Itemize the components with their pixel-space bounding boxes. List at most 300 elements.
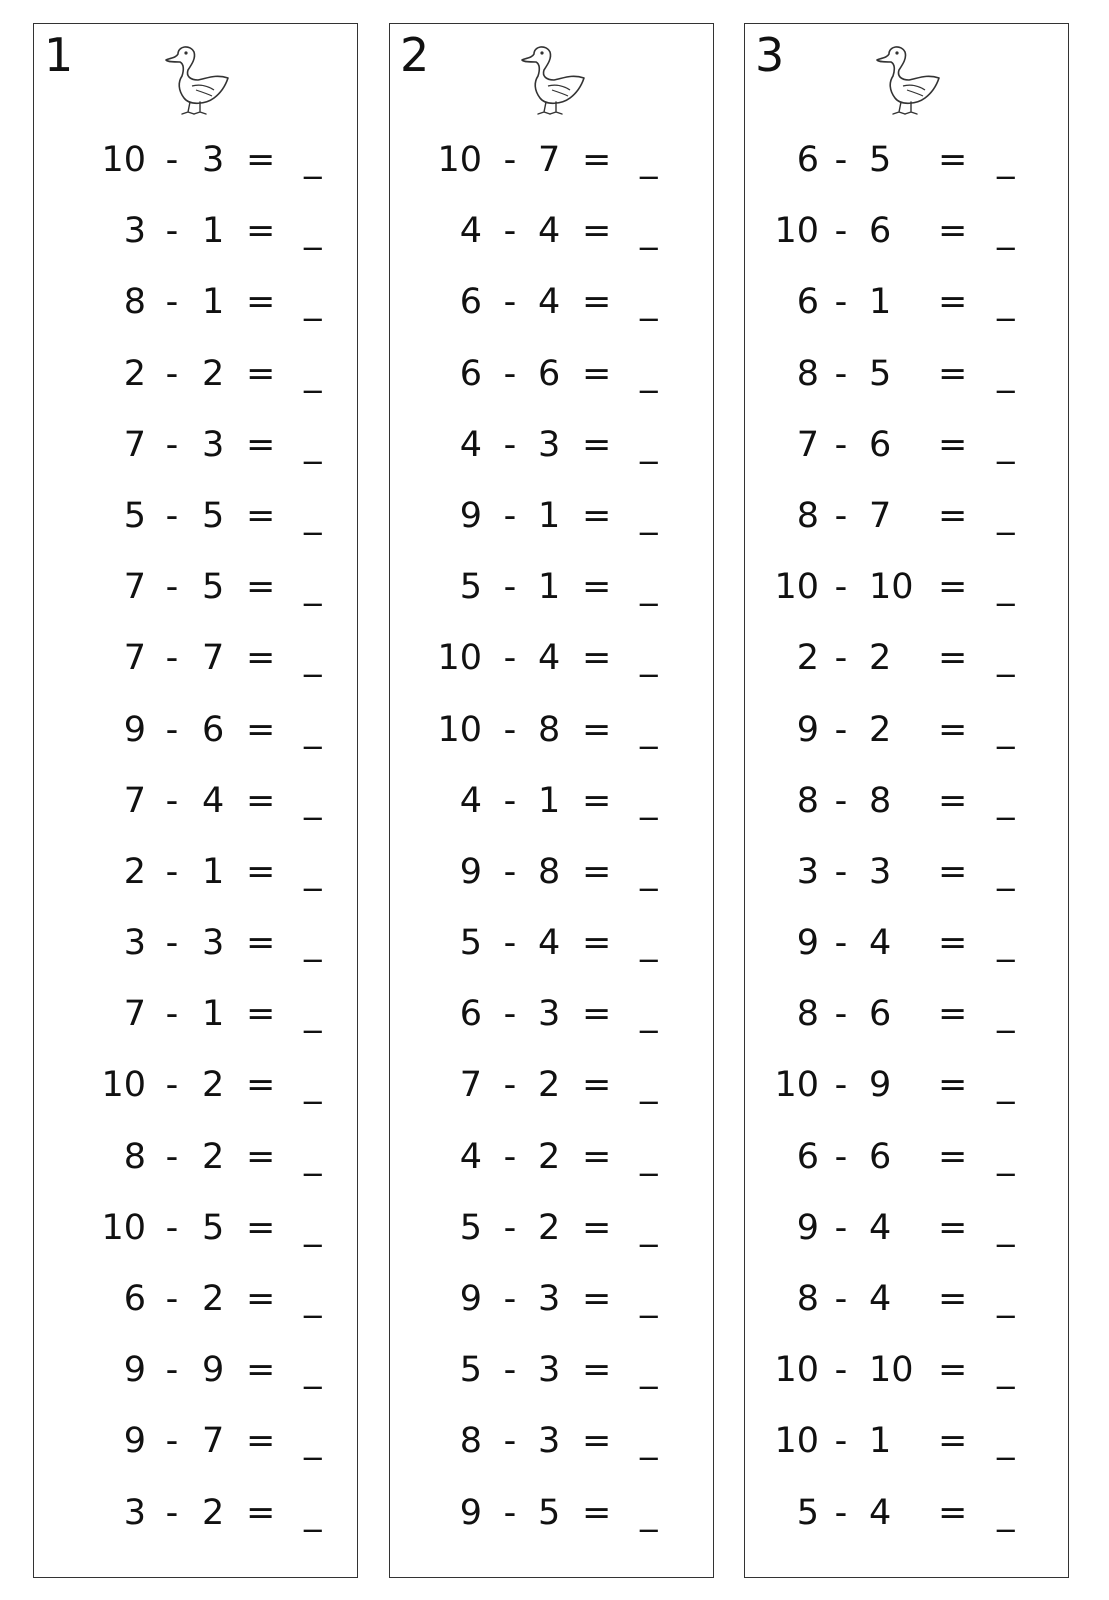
minus-sign: - <box>165 567 179 608</box>
equals-sign: = <box>582 1136 612 1177</box>
minuend: 6 <box>459 353 482 394</box>
minuend: 9 <box>796 1207 819 1248</box>
minus-sign: - <box>165 1136 179 1177</box>
minuend: 8 <box>796 994 819 1035</box>
minus-sign: - <box>834 851 848 892</box>
minuend: 6 <box>796 140 819 180</box>
minus-sign: - <box>834 1136 848 1177</box>
problem-row <box>390 1063 713 1134</box>
minuend: 5 <box>459 1350 482 1391</box>
minuend: 10 <box>774 1350 819 1391</box>
subtrahend: 5 <box>202 1207 225 1248</box>
equals-sign: = <box>246 994 276 1035</box>
problem-row <box>745 1063 1068 1134</box>
answer-blank: _ <box>640 994 658 1035</box>
duck-icon <box>867 36 947 116</box>
equals-sign: = <box>246 424 276 465</box>
minuend: 3 <box>123 211 146 252</box>
answer-blank: _ <box>997 851 1015 892</box>
minus-sign: - <box>834 994 848 1035</box>
equals-sign: = <box>938 211 968 252</box>
minus-sign: - <box>503 851 517 892</box>
problem-row <box>390 1206 713 1277</box>
minuend: 6 <box>796 1136 819 1177</box>
subtrahend: 7 <box>538 140 561 180</box>
problem-row <box>390 352 713 423</box>
minus-sign: - <box>165 140 179 180</box>
equals-sign: = <box>246 851 276 892</box>
minus-sign: - <box>165 353 179 394</box>
answer-blank: _ <box>304 1065 322 1106</box>
minuend: 3 <box>796 851 819 892</box>
minus-sign: - <box>503 1207 517 1248</box>
answer-blank: _ <box>640 923 658 964</box>
minus-sign: - <box>834 140 848 180</box>
minus-sign: - <box>834 1492 848 1533</box>
problem-row <box>34 992 357 1063</box>
subtrahend: 3 <box>538 1279 561 1319</box>
minuend: 3 <box>123 923 146 964</box>
problem-row <box>390 850 713 921</box>
problem-row <box>745 209 1068 280</box>
minus-sign: - <box>503 1065 517 1106</box>
minus-sign: - <box>834 424 848 465</box>
equals-sign: = <box>582 638 612 679</box>
subtrahend: 2 <box>538 1065 561 1106</box>
problem-row <box>745 138 1068 209</box>
subtrahend: 6 <box>869 211 892 252</box>
answer-blank: _ <box>304 851 322 892</box>
minus-sign: - <box>503 1279 517 1319</box>
subtrahend: 10 <box>869 567 914 608</box>
minus-sign: - <box>503 1492 517 1533</box>
minuend: 10 <box>774 567 819 608</box>
minuend: 8 <box>123 1136 146 1177</box>
answer-blank: _ <box>997 994 1015 1035</box>
equals-sign: = <box>938 1350 968 1391</box>
answer-blank: _ <box>640 1492 658 1533</box>
minuend: 2 <box>796 638 819 679</box>
subtrahend: 4 <box>538 211 561 252</box>
minuend: 5 <box>459 1207 482 1248</box>
subtrahend: 4 <box>538 282 561 323</box>
answer-blank: _ <box>997 567 1015 608</box>
sheet-number: 2 <box>400 28 430 82</box>
problem-row <box>34 1063 357 1134</box>
equals-sign: = <box>582 495 612 536</box>
problem-row <box>745 1419 1068 1490</box>
equals-sign: = <box>938 567 968 608</box>
minus-sign: - <box>834 709 848 750</box>
problem-row <box>745 565 1068 636</box>
answer-blank: _ <box>997 1136 1015 1177</box>
answer-blank: _ <box>304 567 322 608</box>
subtrahend: 3 <box>869 851 892 892</box>
equals-sign: = <box>582 1421 612 1462</box>
subtrahend: 1 <box>869 1421 892 1462</box>
equals-sign: = <box>938 923 968 964</box>
answer-blank: _ <box>304 1279 322 1319</box>
subtrahend: 2 <box>538 1136 561 1177</box>
answer-blank: _ <box>640 211 658 252</box>
subtrahend: 1 <box>202 211 225 252</box>
subtrahend: 2 <box>202 1065 225 1106</box>
answer-blank: _ <box>997 495 1015 536</box>
equals-sign: = <box>582 1207 612 1248</box>
equals-sign: = <box>582 211 612 252</box>
minus-sign: - <box>503 495 517 536</box>
problem-row <box>390 636 713 707</box>
problem-row <box>390 280 713 351</box>
subtrahend: 1 <box>538 495 561 536</box>
minuend: 2 <box>123 353 146 394</box>
equals-sign: = <box>938 638 968 679</box>
answer-blank: _ <box>304 1136 322 1177</box>
answer-blank: _ <box>997 780 1015 821</box>
problem-row <box>745 1206 1068 1277</box>
equals-sign: = <box>582 424 612 465</box>
minuend: 4 <box>459 424 482 465</box>
answer-blank: _ <box>640 1350 658 1391</box>
minuend: 6 <box>123 1279 146 1319</box>
equals-sign: = <box>938 851 968 892</box>
equals-sign: = <box>938 140 968 180</box>
minuend: 9 <box>459 1492 482 1533</box>
problem-row <box>390 1277 713 1348</box>
problem-list <box>745 138 1068 1562</box>
subtrahend: 5 <box>202 567 225 608</box>
minus-sign: - <box>834 353 848 394</box>
answer-blank: _ <box>304 923 322 964</box>
problem-row <box>390 1491 713 1562</box>
equals-sign: = <box>582 851 612 892</box>
problem-row <box>745 850 1068 921</box>
answer-blank: _ <box>997 282 1015 323</box>
answer-blank: _ <box>997 923 1015 964</box>
subtrahend: 2 <box>538 1207 561 1248</box>
answer-blank: _ <box>997 1492 1015 1533</box>
minus-sign: - <box>834 495 848 536</box>
problem-row <box>745 992 1068 1063</box>
subtrahend: 3 <box>538 424 561 465</box>
worksheet-card-3 <box>744 23 1069 1578</box>
minus-sign: - <box>165 424 179 465</box>
problem-list <box>390 138 713 1562</box>
minuend: 5 <box>459 923 482 964</box>
problem-row <box>34 708 357 779</box>
minus-sign: - <box>165 1065 179 1106</box>
problem-row <box>34 1491 357 1562</box>
minuend: 5 <box>459 567 482 608</box>
subtrahend: 1 <box>202 282 225 323</box>
minuend: 5 <box>123 495 146 536</box>
answer-blank: _ <box>997 1207 1015 1248</box>
answer-blank: _ <box>640 140 658 180</box>
minuend: 7 <box>123 780 146 821</box>
minus-sign: - <box>503 567 517 608</box>
problem-row <box>390 1348 713 1419</box>
answer-blank: _ <box>304 780 322 821</box>
answer-blank: _ <box>997 638 1015 679</box>
answer-blank: _ <box>997 140 1015 180</box>
equals-sign: = <box>582 709 612 750</box>
minuend: 6 <box>459 282 482 323</box>
answer-blank: _ <box>997 424 1015 465</box>
minuend: 9 <box>459 495 482 536</box>
problem-row <box>745 1277 1068 1348</box>
answer-blank: _ <box>640 1136 658 1177</box>
minus-sign: - <box>834 1207 848 1248</box>
answer-blank: _ <box>304 1421 322 1462</box>
minus-sign: - <box>503 923 517 964</box>
minuend: 9 <box>123 709 146 750</box>
sheet-number: 3 <box>755 28 785 82</box>
minuend: 6 <box>796 282 819 323</box>
minuend: 10 <box>437 140 482 180</box>
minuend: 5 <box>796 1492 819 1533</box>
answer-blank: _ <box>304 1350 322 1391</box>
answer-blank: _ <box>640 1421 658 1462</box>
subtrahend: 8 <box>538 851 561 892</box>
answer-blank: _ <box>304 1492 322 1533</box>
subtrahend: 1 <box>869 282 892 323</box>
answer-blank: _ <box>304 1207 322 1248</box>
minuend: 9 <box>123 1350 146 1391</box>
minus-sign: - <box>834 1421 848 1462</box>
equals-sign: = <box>246 567 276 608</box>
equals-sign: = <box>246 1136 276 1177</box>
equals-sign: = <box>246 1350 276 1391</box>
problem-row <box>745 779 1068 850</box>
subtrahend: 2 <box>202 353 225 394</box>
answer-blank: _ <box>640 709 658 750</box>
subtrahend: 6 <box>538 353 561 394</box>
problem-row <box>34 779 357 850</box>
subtrahend: 9 <box>869 1065 892 1106</box>
subtrahend: 7 <box>869 495 892 536</box>
worksheet-card-1 <box>33 23 358 1578</box>
problem-row <box>745 280 1068 351</box>
answer-blank: _ <box>304 140 322 180</box>
minus-sign: - <box>503 424 517 465</box>
problem-row <box>745 708 1068 779</box>
subtrahend: 9 <box>202 1350 225 1391</box>
problem-row <box>34 1135 357 1206</box>
equals-sign: = <box>246 780 276 821</box>
answer-blank: _ <box>640 1207 658 1248</box>
duck-icon <box>512 36 592 116</box>
equals-sign: = <box>582 1065 612 1106</box>
equals-sign: = <box>246 1492 276 1533</box>
minus-sign: - <box>834 567 848 608</box>
minuend: 10 <box>101 1207 146 1248</box>
subtrahend: 6 <box>869 994 892 1035</box>
equals-sign: = <box>582 567 612 608</box>
sheet-number: 1 <box>44 28 74 82</box>
subtrahend: 1 <box>538 780 561 821</box>
subtrahend: 3 <box>538 1421 561 1462</box>
problem-row <box>34 1277 357 1348</box>
minuend: 8 <box>459 1421 482 1462</box>
answer-blank: _ <box>304 353 322 394</box>
problem-row <box>390 423 713 494</box>
problem-row <box>390 565 713 636</box>
answer-blank: _ <box>997 1065 1015 1106</box>
minus-sign: - <box>165 780 179 821</box>
problem-row <box>34 1419 357 1490</box>
minuend: 4 <box>459 211 482 252</box>
minuend: 7 <box>459 1065 482 1106</box>
subtrahend: 8 <box>869 780 892 821</box>
minus-sign: - <box>165 1421 179 1462</box>
subtrahend: 5 <box>202 495 225 536</box>
minus-sign: - <box>165 1350 179 1391</box>
minus-sign: - <box>165 211 179 252</box>
problem-row <box>745 921 1068 992</box>
equals-sign: = <box>938 353 968 394</box>
answer-blank: _ <box>640 638 658 679</box>
minus-sign: - <box>834 1279 848 1319</box>
minus-sign: - <box>834 638 848 679</box>
answer-blank: _ <box>997 353 1015 394</box>
subtrahend: 6 <box>202 709 225 750</box>
subtrahend: 5 <box>869 140 892 180</box>
minus-sign: - <box>834 780 848 821</box>
minus-sign: - <box>503 211 517 252</box>
minuend: 10 <box>437 638 482 679</box>
problem-row <box>34 138 357 209</box>
minus-sign: - <box>503 780 517 821</box>
equals-sign: = <box>938 1207 968 1248</box>
minus-sign: - <box>165 994 179 1035</box>
subtrahend: 4 <box>869 1279 892 1319</box>
duck-icon <box>156 36 236 116</box>
minus-sign: - <box>165 638 179 679</box>
equals-sign: = <box>938 709 968 750</box>
equals-sign: = <box>582 1350 612 1391</box>
minuend: 6 <box>459 994 482 1035</box>
answer-blank: _ <box>640 1279 658 1319</box>
subtrahend: 1 <box>538 567 561 608</box>
answer-blank: _ <box>304 709 322 750</box>
equals-sign: = <box>938 495 968 536</box>
minuend: 9 <box>796 923 819 964</box>
minuend: 10 <box>437 709 482 750</box>
answer-blank: _ <box>997 1350 1015 1391</box>
answer-blank: _ <box>304 994 322 1035</box>
problem-row <box>390 494 713 565</box>
minuend: 7 <box>123 994 146 1035</box>
problem-row <box>390 209 713 280</box>
subtrahend: 4 <box>869 923 892 964</box>
problem-row <box>34 494 357 565</box>
answer-blank: _ <box>304 282 322 323</box>
minus-sign: - <box>834 1350 848 1391</box>
answer-blank: _ <box>304 424 322 465</box>
answer-blank: _ <box>304 638 322 679</box>
subtrahend: 3 <box>202 923 225 964</box>
minuend: 10 <box>774 211 819 252</box>
equals-sign: = <box>246 638 276 679</box>
minus-sign: - <box>503 1350 517 1391</box>
equals-sign: = <box>246 709 276 750</box>
answer-blank: _ <box>640 495 658 536</box>
minuend: 8 <box>123 282 146 323</box>
subtrahend: 1 <box>202 851 225 892</box>
minus-sign: - <box>503 638 517 679</box>
equals-sign: = <box>246 353 276 394</box>
subtrahend: 6 <box>869 1136 892 1177</box>
equals-sign: = <box>582 353 612 394</box>
subtrahend: 2 <box>202 1136 225 1177</box>
problem-row <box>390 992 713 1063</box>
problem-row <box>745 494 1068 565</box>
subtrahend: 3 <box>202 424 225 465</box>
minus-sign: - <box>834 923 848 964</box>
answer-blank: _ <box>640 851 658 892</box>
minus-sign: - <box>503 140 517 180</box>
equals-sign: = <box>246 495 276 536</box>
subtrahend: 4 <box>869 1207 892 1248</box>
minuend: 3 <box>123 1492 146 1533</box>
problem-row <box>390 1419 713 1490</box>
equals-sign: = <box>582 1492 612 1533</box>
minus-sign: - <box>503 1421 517 1462</box>
equals-sign: = <box>938 1492 968 1533</box>
equals-sign: = <box>246 211 276 252</box>
subtrahend: 3 <box>538 1350 561 1391</box>
answer-blank: _ <box>997 1279 1015 1319</box>
minus-sign: - <box>165 709 179 750</box>
minuend: 8 <box>796 1279 819 1319</box>
problem-row <box>34 565 357 636</box>
answer-blank: _ <box>304 211 322 252</box>
minus-sign: - <box>165 923 179 964</box>
equals-sign: = <box>246 923 276 964</box>
subtrahend: 4 <box>538 923 561 964</box>
equals-sign: = <box>582 1279 612 1319</box>
minuend: 10 <box>101 1065 146 1106</box>
equals-sign: = <box>582 923 612 964</box>
equals-sign: = <box>938 424 968 465</box>
minuend: 8 <box>796 780 819 821</box>
problem-row <box>34 1206 357 1277</box>
problem-row <box>390 1135 713 1206</box>
minus-sign: - <box>165 1279 179 1319</box>
minuend: 7 <box>796 424 819 465</box>
problem-row <box>390 138 713 209</box>
minus-sign: - <box>503 994 517 1035</box>
minus-sign: - <box>165 282 179 323</box>
subtrahend: 4 <box>202 780 225 821</box>
answer-blank: _ <box>640 567 658 608</box>
problem-row <box>745 1135 1068 1206</box>
answer-blank: _ <box>640 353 658 394</box>
equals-sign: = <box>938 780 968 821</box>
problem-row <box>34 280 357 351</box>
problem-row <box>745 1491 1068 1562</box>
equals-sign: = <box>938 282 968 323</box>
problem-list <box>34 138 357 1562</box>
minuend: 10 <box>774 1421 819 1462</box>
equals-sign: = <box>938 1136 968 1177</box>
subtrahend: 10 <box>869 1350 914 1391</box>
problem-row <box>390 779 713 850</box>
subtrahend: 2 <box>869 709 892 750</box>
subtrahend: 8 <box>538 709 561 750</box>
minuend: 7 <box>123 567 146 608</box>
subtrahend: 2 <box>202 1279 225 1319</box>
